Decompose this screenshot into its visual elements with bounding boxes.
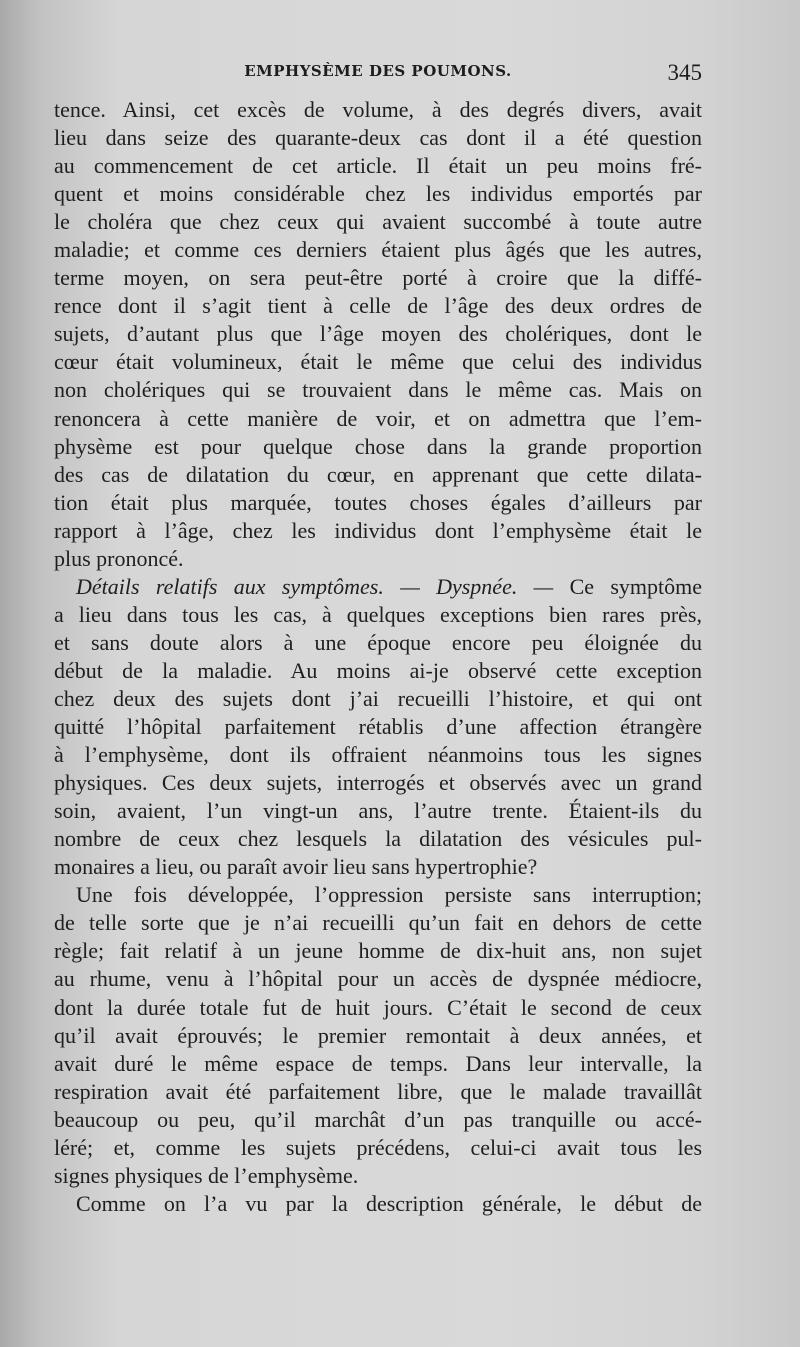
- text-line: lieu dans seize des quarante-deux cas dont il a été question: [54, 125, 702, 151]
- text-line: Comme on l’a vu par la description générale, le début de: [76, 1190, 702, 1216]
- text-line: au commencement de cet article. Il était un peu moins fré-: [54, 153, 702, 179]
- text-line: Une fois développée, l’oppression persiste sans interruption;: [76, 882, 702, 908]
- text-line: avait duré le même espace de temps. Dans leur intervalle, la: [54, 1050, 702, 1076]
- text-line: début de la maladie. Au moins ai-je observé cette exception: [54, 657, 702, 683]
- text-line: dont la durée totale fut de huit jours. C’était le second de ceux: [54, 994, 702, 1020]
- text-line: respiration avait été parfaitement libre, que le malade travaillât: [54, 1078, 702, 1104]
- running-title: EMPHYSÈME DES POUMONS.: [244, 62, 512, 80]
- text-line: des cas de dilatation du cœur, en apprenant que cette dilata-: [54, 461, 702, 487]
- text-line: plus prononcé.: [54, 545, 184, 571]
- text-line: a lieu dans tous les cas, à quelques exceptions bien rares près,: [54, 601, 702, 627]
- text-line: physème est pour quelque chose dans la grande proportion: [54, 433, 702, 459]
- text-line: monaires a lieu, ou paraît avoir lieu sans hypertrophie?: [54, 854, 538, 880]
- paragraph-2: [54, 573, 702, 882]
- text-line: qu’il avait éprouvés; le premier remontait à deux années, et: [54, 1022, 702, 1048]
- page-number: 345: [667, 60, 702, 85]
- text-line: tion était plus marquée, toutes choses égales d’ailleurs par: [54, 489, 702, 515]
- text-line: tence. Ainsi, cet excès de volume, à des degrés divers, avait: [54, 97, 702, 122]
- paragraph-4: [54, 1190, 702, 1218]
- text-line: chez deux des sujets dont j’ai recueilli l’histoire, et qui ont: [54, 685, 702, 711]
- text-line: le choléra que chez ceux qui avaient succombé à toute autre: [54, 209, 702, 235]
- text-line: rence dont il s’agit tient à celle de l’âge des deux ordres de: [54, 293, 702, 319]
- text-line: nombre de ceux chez lesquels la dilatation des vésicules pul-: [54, 826, 702, 852]
- page-header: [54, 62, 702, 94]
- text-line: léré; et, comme les sujets précédens, celui-ci avait tous les: [54, 1134, 702, 1160]
- text-line: règle; fait relatif à un jeune homme de dix-huit ans, non sujet: [54, 938, 702, 964]
- text-line: signes physiques de l’emphysème.: [54, 1162, 359, 1188]
- text-line: de telle sorte que je n’ai recueilli qu’un fait en dehors de cette: [54, 910, 702, 936]
- text-line: soin, avaient, l’un vingt-un ans, l’autre trente. Étaient-ils du: [54, 798, 702, 824]
- body-text: [54, 96, 702, 1218]
- text-line: quitté l’hôpital parfaitement rétablis d’une affection étrangère: [54, 714, 702, 740]
- text-line: [54, 573, 702, 601]
- text-line: cœur était volumineux, était le même que celui des individus: [54, 349, 702, 375]
- section-heading: Détails relatifs aux symptômes. — Dyspnée. —: [76, 573, 554, 599]
- text-line: au rhume, venu à l’hôpital pour un accès de dyspnée médiocre,: [54, 966, 702, 992]
- text-fragment: Ce symptôme: [553, 573, 702, 599]
- text-line: sujets, d’autant plus que l’âge moyen des cholériques, dont le: [54, 321, 702, 347]
- text-line: renoncera à cette manière de voir, et on admettra que l’em-: [54, 405, 702, 431]
- text-line: non cholériques qui se trouvaient dans le même cas. Mais on: [54, 377, 702, 403]
- text-line: rapport à l’âge, chez les individus dont l’emphysème était le: [54, 517, 702, 543]
- text-line: maladie; et comme ces derniers étaient plus âgés que les autres,: [54, 237, 702, 263]
- text-line: et sans doute alors à une époque encore peu éloignée du: [54, 629, 702, 655]
- text-line: à l’emphysème, dont ils offraient néanmoins tous les signes: [54, 742, 702, 768]
- text-line: beaucoup ou peu, qu’il marchât d’un pas tranquille ou accé-: [54, 1106, 702, 1132]
- text-line: quent et moins considérable chez les individus emportés par: [54, 181, 702, 207]
- paragraph-3: [54, 881, 702, 1190]
- text-line: terme moyen, on sera peut-être porté à croire que la diffé-: [54, 265, 702, 291]
- paragraph-1: [54, 96, 702, 573]
- text-line: physiques. Ces deux sujets, interrogés et observés avec un grand: [54, 770, 702, 796]
